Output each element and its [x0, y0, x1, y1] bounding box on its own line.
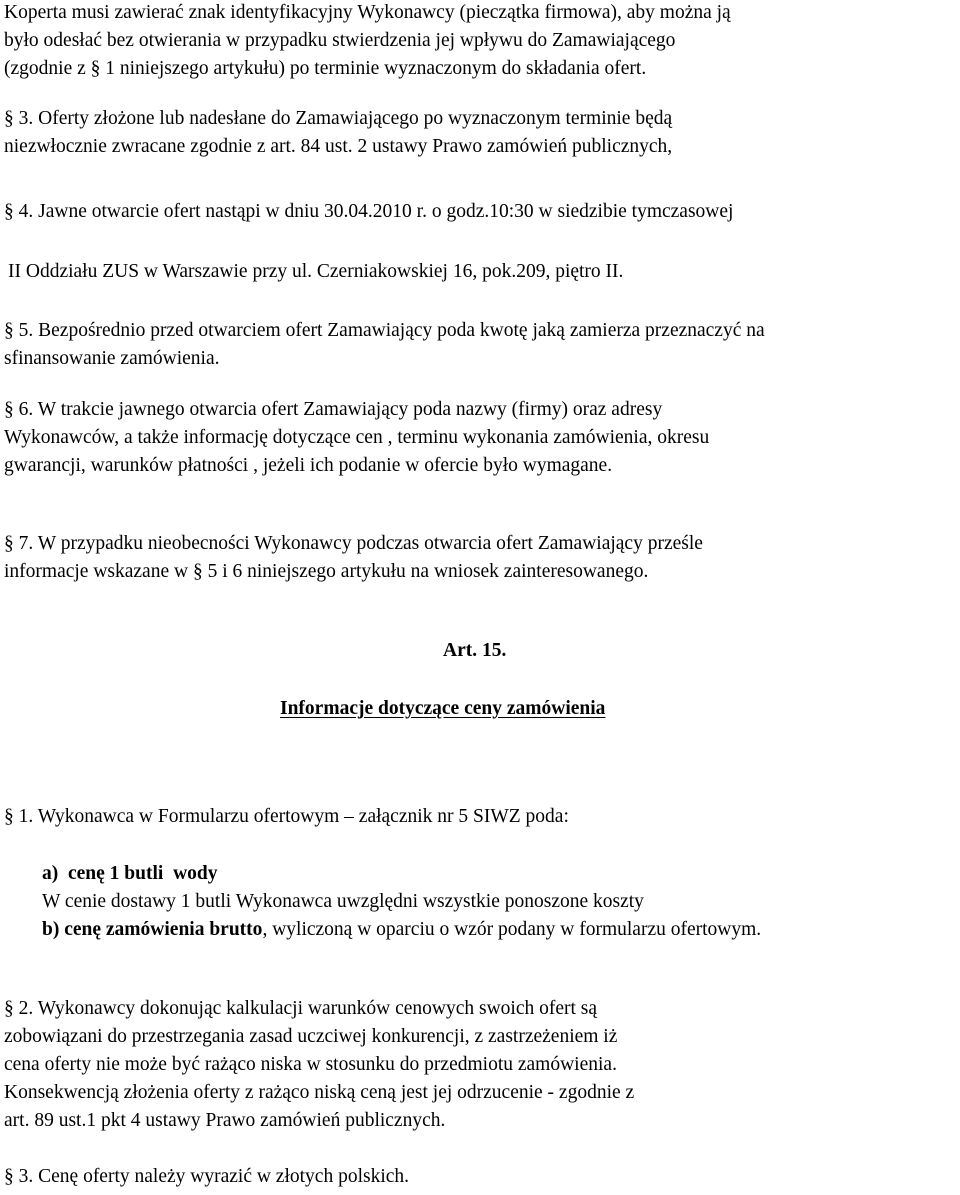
section-6-line-3: gwarancji, warunków płatności , jeżeli ich podanie w ofercie było wymagane. [4, 455, 613, 476]
section-3-line-1: § 3. Oferty złożone lub nadesłane do Zamawiającego po wyznaczonym terminie będą [4, 108, 673, 129]
clause-2-line-3: cena oferty nie może być rażąco niska w stosunku do przedmiotu zamówienia. [4, 1054, 617, 1075]
clause-3-line: § 3. Cenę oferty należy wyrazić w złotych polskich. [4, 1166, 410, 1187]
clause-2-line-5: art. 89 ust.1 pkt 4 ustawy Prawo zamówień publicznych. [4, 1110, 446, 1131]
section-4-line-1: § 4. Jawne otwarcie ofert nastąpi w dniu 30.04.2010 r. o godz.10:30 w siedzibie tymczasowej [4, 201, 734, 222]
clause-1-item-b [42, 918, 761, 942]
top-paragraph-line-2: było odesłać bez otwierania w przypadku stwierdzenia jej wpływu do Zamawiającego [4, 30, 676, 51]
section-6-line-2: Wykonawców, a także informację dotyczące cen , terminu wykonania zamówienia, okresu [4, 427, 710, 448]
section-6-line-1: § 6. W trakcie jawnego otwarcia ofert Zamawiający poda nazwy (firmy) oraz adresy [4, 399, 663, 420]
top-paragraph-line-3: (zgodnie z § 1 niniejszego artykułu) po terminie wyznaczonym do składania ofert. [4, 58, 647, 79]
section-3-line-2: niezwłocznie zwracane zgodnie z art. 84 ust. 2 ustawy Prawo zamówień publicznych, [4, 136, 673, 157]
clause-1-item-b-label: b) cenę zamówienia brutto [42, 919, 263, 940]
article-number: Art. 15. [443, 640, 507, 661]
clause-2-line-1: § 2. Wykonawcy dokonując kalkulacji warunków cenowych swoich ofert są [4, 998, 598, 1019]
section-7-line-2: informacje wskazane w § 5 i 6 niniejszego artykułu na wniosek zainteresowanego. [4, 561, 649, 582]
clause-1-item-a-label: a) cenę 1 butli wody [42, 863, 218, 884]
article-title: Informacje dotyczące ceny zamówienia [280, 698, 606, 719]
clause-1-item-b-rest: , wyliczoną w oparciu o wzór podany w formularzu ofertowym. [262, 919, 762, 940]
section-5-line-1: § 5. Bezpośrednio przed otwarciem ofert Zamawiający poda kwotę jaką zamierza przeznaczyć na [4, 320, 765, 341]
section-4-line-2: II Oddziału ZUS w Warszawie przy ul. Czerniakowskiej 16, pok.209, piętro II. [8, 261, 624, 282]
top-paragraph-line-1: Koperta musi zawierać znak identyfikacyjny Wykonawcy (pieczątka firmowa), aby można ją [4, 2, 731, 23]
clause-1-item-a-text: W cenie dostawy 1 butli Wykonawca uwzględni wszystkie ponoszone koszty [42, 891, 644, 912]
section-7-line-1: § 7. W przypadku nieobecności Wykonawcy podczas otwarcia ofert Zamawiający prześle [4, 533, 703, 554]
clause-2-line-2: zobowiązani do przestrzegania zasad uczciwej konkurencji, z zastrzeżeniem iż [4, 1026, 618, 1047]
clause-2-line-4: Konsekwencją złożenia oferty z rażąco niską ceną jest jej odrzucenie - zgodnie z [4, 1082, 635, 1103]
clause-1-line: § 1. Wykonawca w Formularzu ofertowym – załącznik nr 5 SIWZ poda: [4, 806, 569, 827]
section-5-line-2: sfinansowanie zamówienia. [4, 348, 220, 369]
